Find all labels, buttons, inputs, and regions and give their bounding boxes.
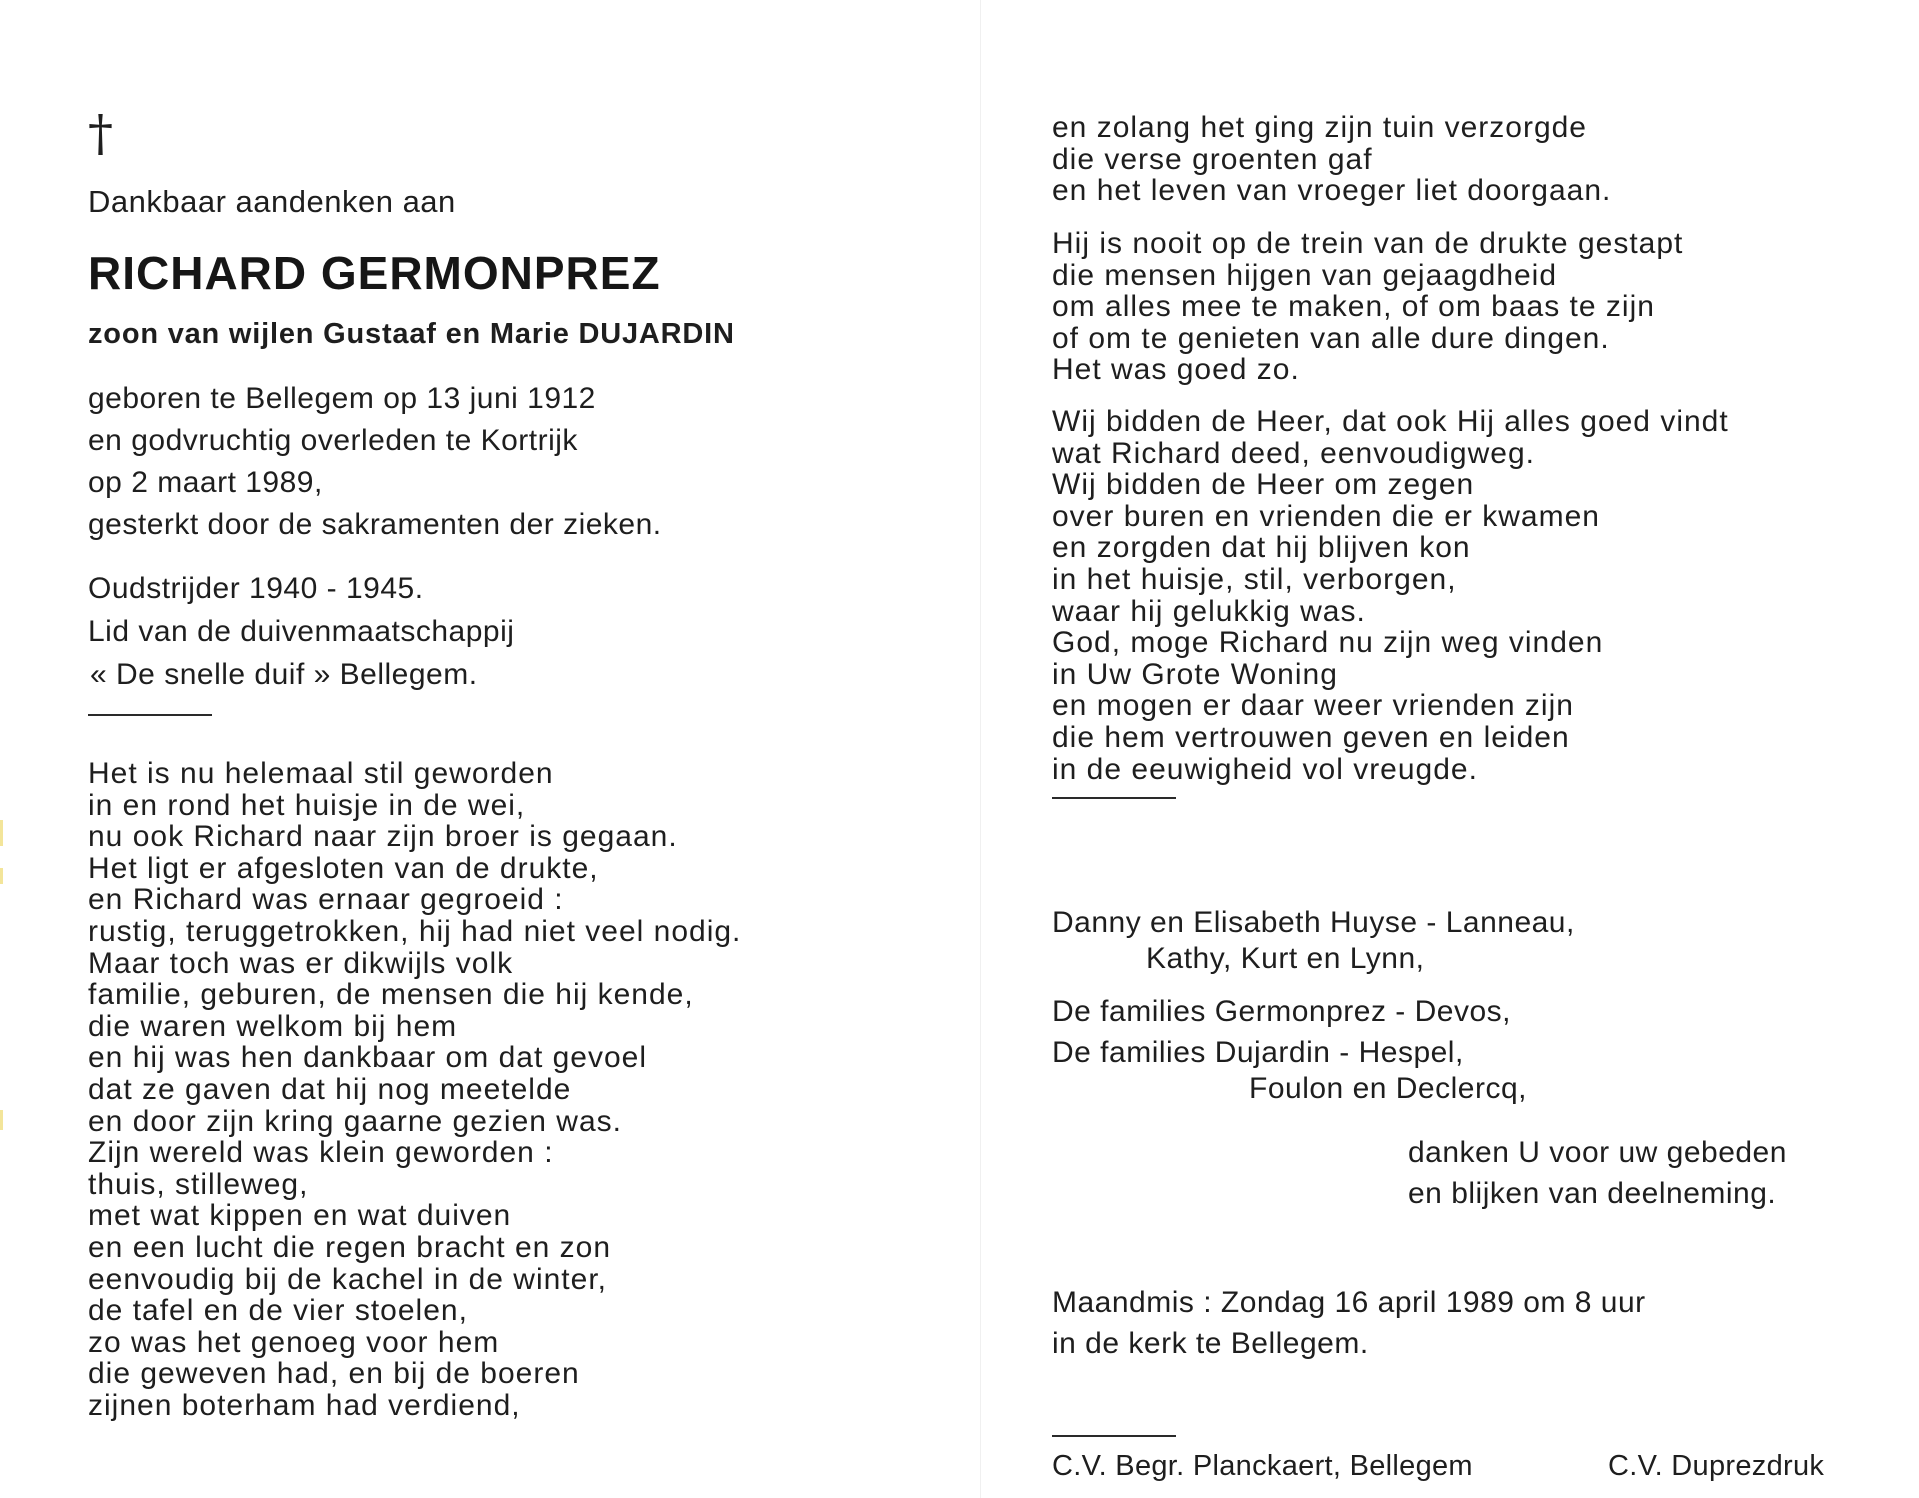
poem-line: die geweven had, en bij de boeren bbox=[88, 1357, 580, 1391]
family-line: De families Dujardin - Hespel, bbox=[1052, 1036, 1464, 1069]
poem-line: Wij bidden de Heer, dat ook Hij alles goed vindt bbox=[1052, 405, 1729, 438]
veteran-line: Oudstrijder 1940 - 1945. bbox=[88, 572, 424, 605]
poem-line: in de eeuwigheid vol vreugde. bbox=[1052, 752, 1478, 786]
poem-line: die hem vertrouwen geven en leiden bbox=[1052, 720, 1570, 754]
mass-line: Maandmis : Zondag 16 april 1989 om 8 uur bbox=[1052, 1286, 1646, 1319]
poem-line: in het huisje, stil, verborgen, bbox=[1052, 562, 1457, 596]
poem-line: om alles mee te maken, of om baas te zijn bbox=[1052, 290, 1655, 324]
poem-line: en door zijn kring gaarne gezien was. bbox=[88, 1104, 622, 1138]
deceased-name: RICHARD GERMONPREZ bbox=[88, 247, 661, 299]
edge-mark bbox=[0, 868, 3, 884]
poem-line: Het is nu helemaal stil geworden bbox=[88, 757, 554, 790]
poem-line: zijnen boterham had verdiend, bbox=[88, 1388, 521, 1422]
poem-right-stanza bbox=[1052, 112, 1611, 207]
poem-line: familie, geburen, de mensen die hij kende, bbox=[88, 978, 694, 1012]
poem-line: en zorgden dat hij blijven kon bbox=[1052, 531, 1471, 565]
life-line: op 2 maart 1989, bbox=[88, 466, 323, 499]
card-fold-line bbox=[980, 0, 981, 1498]
poem-line: dat ze gaven dat hij nog meetelde bbox=[88, 1072, 572, 1106]
family-line: Foulon en Declercq, bbox=[1249, 1072, 1527, 1105]
poem-line: wat Richard deed, eenvoudigweg. bbox=[1052, 436, 1535, 470]
poem-line: Zijn wereld was klein geworden : bbox=[88, 1136, 554, 1170]
poem-line: en zolang het ging zijn tuin verzorgde bbox=[1052, 111, 1587, 144]
poem-line: in Uw Grote Woning bbox=[1052, 657, 1338, 691]
life-line: geboren te Bellegem op 13 juni 1912 bbox=[88, 382, 596, 415]
life-details bbox=[88, 378, 662, 546]
poem-line: rustig, teruggetrokken, hij had niet veel nodig. bbox=[88, 914, 742, 948]
undertaker-credit: C.V. Begr. Planckaert, Bellegem bbox=[1052, 1450, 1473, 1482]
veteran-line: Lid van de duivenmaatschappij bbox=[88, 615, 515, 648]
life-line: gesterkt door de sakramenten der zieken. bbox=[88, 508, 662, 541]
poem-left bbox=[88, 758, 741, 1421]
family-line: Danny en Elisabeth Huyse - Lanneau, bbox=[1052, 906, 1575, 939]
edge-mark bbox=[0, 1110, 3, 1130]
family-line: Kathy, Kurt en Lynn, bbox=[1146, 942, 1425, 975]
edge-mark bbox=[0, 820, 3, 846]
poem-line: en een lucht die regen bracht en zon bbox=[88, 1230, 612, 1264]
poem-line: zo was het genoeg voor hem bbox=[88, 1325, 500, 1359]
poem-line: de tafel en de vier stoelen, bbox=[88, 1294, 468, 1328]
thanks-line: danken U voor uw gebeden bbox=[1408, 1136, 1787, 1169]
poem-line: Hij is nooit op de trein van de drukte gestapt bbox=[1052, 227, 1684, 260]
poem-right-stanza bbox=[1052, 228, 1683, 386]
poem-line: met wat kippen en wat duiven bbox=[88, 1199, 512, 1233]
poem-line: Maar toch was er dikwijls volk bbox=[88, 946, 514, 980]
poem-line: en Richard was ernaar gegroeid : bbox=[88, 883, 564, 917]
poem-line: die verse groenten gaf bbox=[1052, 142, 1373, 176]
poem-line: en mogen er daar weer vrienden zijn bbox=[1052, 689, 1574, 723]
poem-right-stanza bbox=[1052, 406, 1729, 785]
mass-line: in de kerk te Bellegem. bbox=[1052, 1327, 1369, 1360]
life-line: en godvruchtig overleden te Kortrijk bbox=[88, 424, 578, 457]
veteran-details bbox=[88, 567, 514, 696]
poem-line: Het was goed zo. bbox=[1052, 353, 1300, 387]
footer-divider bbox=[1052, 1435, 1176, 1437]
poem-line: en het leven van vroeger liet doorgaan. bbox=[1052, 174, 1612, 208]
poem-line: over buren en vrienden die er kwamen bbox=[1052, 499, 1600, 533]
poem-line: thuis, stilleweg, bbox=[88, 1167, 309, 1201]
poem-line: Het ligt er afgesloten van de drukte, bbox=[88, 851, 599, 885]
intro-line: Dankbaar aandenken aan bbox=[88, 184, 456, 219]
poem-line: waar hij gelukkig was. bbox=[1052, 594, 1366, 628]
poem-line: die mensen hijgen van gejaagdheid bbox=[1052, 258, 1558, 292]
poem-line: die waren welkom bij hem bbox=[88, 1009, 458, 1043]
poem-line: Wij bidden de Heer om zegen bbox=[1052, 468, 1475, 502]
poem-line: eenvoudig bij de kachel in de winter, bbox=[88, 1262, 607, 1296]
poem-line: en hij was hen dankbaar om dat gevoel bbox=[88, 1041, 648, 1075]
printer-credit: C.V. Duprezdruk bbox=[1608, 1450, 1825, 1482]
section-divider bbox=[1052, 797, 1176, 799]
section-divider bbox=[88, 714, 212, 716]
parents-line: zoon van wijlen Gustaaf en Marie DUJARDIN bbox=[88, 318, 735, 350]
poem-line: in en rond het huisje in de wei, bbox=[88, 788, 526, 822]
poem-line: nu ook Richard naar zijn broer is gegaan. bbox=[88, 820, 678, 854]
veteran-line: « De snelle duif » Bellegem. bbox=[90, 658, 478, 691]
thanks-line: en blijken van deelneming. bbox=[1408, 1177, 1777, 1210]
family-line: De families Germonprez - Devos, bbox=[1052, 995, 1511, 1028]
cross-icon: † bbox=[88, 104, 113, 162]
poem-line: God, moge Richard nu zijn weg vinden bbox=[1052, 626, 1604, 660]
poem-line: of om te genieten van alle dure dingen. bbox=[1052, 321, 1610, 355]
